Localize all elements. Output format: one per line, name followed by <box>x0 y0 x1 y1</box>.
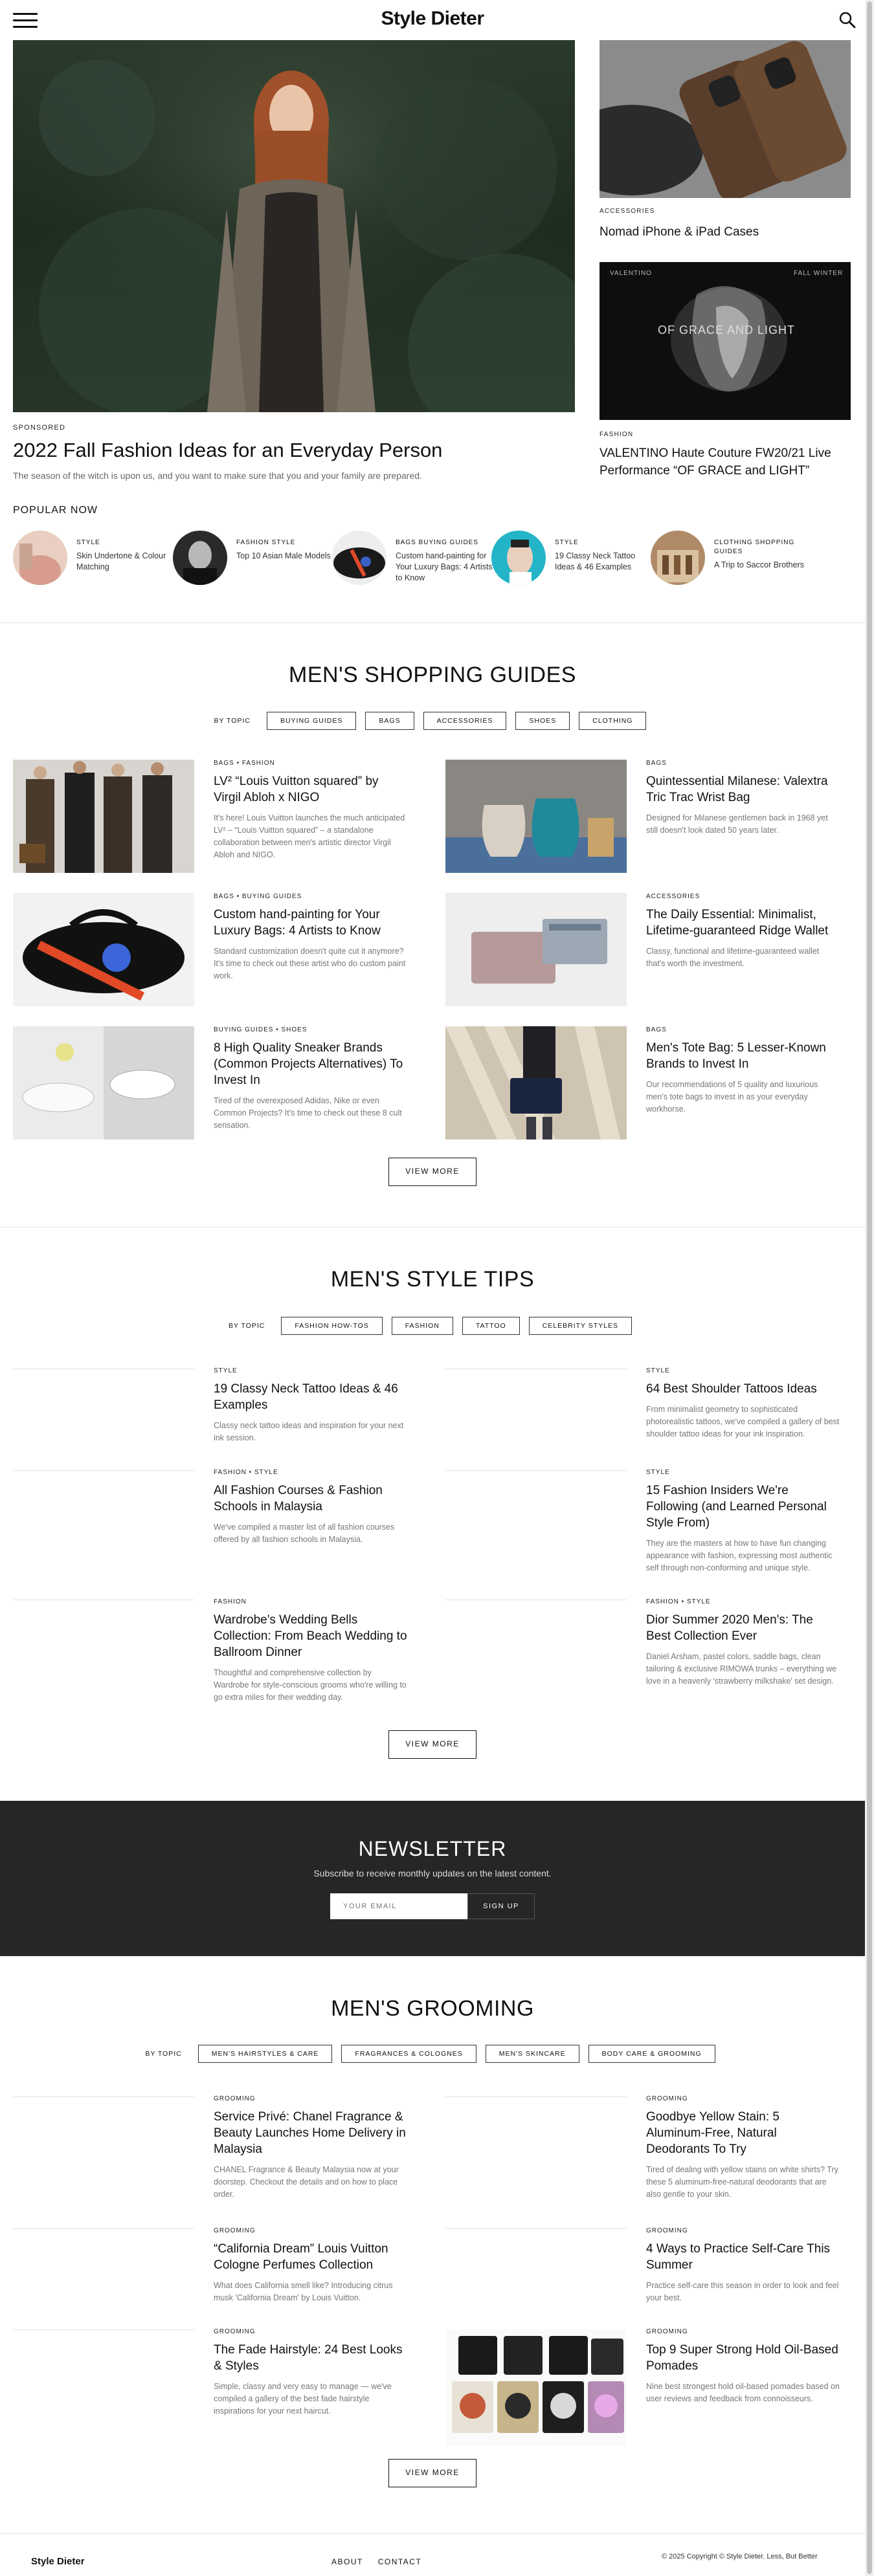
footer-copyright: © 2025 Copyright © Style Dieter. Less, But Better <box>662 2553 818 2560</box>
topic-chip-fashion[interactable]: FASHION <box>392 1317 453 1335</box>
article-title[interactable]: Service Privé: Chanel Fragrance & Beauty Launches Home Delivery in Malaysia <box>214 2110 406 2156</box>
shopping-topic-filter <box>0 712 865 730</box>
article-card[interactable] <box>214 2227 408 2304</box>
valentino-image-text-2: FALL WINTER <box>794 270 844 277</box>
popular-item-title[interactable]: 19 Classy Neck Tattoo Ideas & 46 Examples <box>555 551 636 571</box>
hero-label: SPONSORED <box>13 424 66 432</box>
by-topic-label: BY TOPIC <box>214 717 251 725</box>
popular-item-title[interactable]: Custom hand-painting for Your Luxury Bags: 4 Artists to Know <box>396 551 493 582</box>
article-card[interactable] <box>646 2227 840 2304</box>
article-description: What does California smell like? Introducing citrus musk 'California Dream' by Louis Vuitton. <box>214 2281 393 2302</box>
scrollbar-thumb[interactable] <box>867 1 872 2574</box>
article-category: GROOMING <box>646 2328 688 2335</box>
popular-item-thumbnail[interactable] <box>13 531 67 585</box>
popular-item-thumbnail[interactable] <box>491 531 546 585</box>
topic-chip-fragrances[interactable]: FRAGRANCES & COLOGNES <box>341 2045 476 2063</box>
site-logo[interactable]: Style Dieter <box>381 8 484 29</box>
article-category: BAGS • FASHION <box>214 760 275 767</box>
by-topic-label: BY TOPIC <box>145 2050 182 2058</box>
article-card[interactable] <box>646 760 840 837</box>
footer-link-about[interactable]: ABOUT <box>331 2557 363 2566</box>
grooming-view-more-button[interactable]: VIEW MORE <box>388 2459 476 2487</box>
hero-title[interactable]: 2022 Fall Fashion Ideas for an Everyday Person <box>13 439 443 461</box>
article-description: Classy neck tattoo ideas and inspiration for your next ink session. <box>214 1421 404 1442</box>
shopping-view-more-button[interactable]: VIEW MORE <box>388 1158 476 1186</box>
footer-link-contact[interactable]: CONTACT <box>377 2557 422 2566</box>
image-placeholder-rule <box>445 1470 627 1471</box>
article-description: Daniel Arsham, pastel colors, saddle bags, clean tailoring & exclusive RIMOWA trunks – everything we love in a heavenly 'strawberry milkshake' set design. <box>646 1652 837 1686</box>
article-card[interactable] <box>646 2095 840 2201</box>
popular-item[interactable] <box>173 531 331 595</box>
article-title[interactable]: 64 Best Shoulder Tattoos Ideas <box>646 1382 817 1396</box>
search-icon[interactable] <box>838 10 857 30</box>
article-title[interactable]: LV² “Louis Vuitton squared” by Virgil Abloh x NIGO <box>214 775 379 804</box>
article-title[interactable]: 4 Ways to Practice Self-Care This Summer <box>646 2242 831 2272</box>
hero-description: The season of the witch is upon us, and you want to make sure that you and your family are prepared. <box>13 470 422 481</box>
by-topic-label: BY TOPIC <box>228 1322 265 1330</box>
footer-links <box>331 2557 433 2566</box>
topic-chip-skincare[interactable]: MEN'S SKINCARE <box>486 2045 579 2063</box>
topic-chip-shoes[interactable]: SHOES <box>515 712 570 730</box>
article-image-sneakers[interactable] <box>13 1026 194 1139</box>
style-view-more-button[interactable]: VIEW MORE <box>388 1730 476 1759</box>
popular-item-title[interactable]: Skin Undertone & Colour Matching <box>76 551 166 571</box>
side-article-title-nomad[interactable]: Nomad iPhone & iPad Cases <box>599 225 759 239</box>
article-category: STYLE <box>646 1469 670 1476</box>
topic-chip-bags[interactable]: BAGS <box>365 712 414 730</box>
style-tips-title: MEN'S STYLE TIPS <box>330 1267 535 1292</box>
article-card[interactable] <box>214 893 408 982</box>
article-image-pomades[interactable] <box>445 2329 627 2446</box>
popular-item[interactable] <box>13 531 168 595</box>
article-category: BAGS • BUYING GUIDES <box>214 893 302 900</box>
popular-item-category: STYLE <box>555 539 579 546</box>
article-title[interactable]: The Fade Hairstyle: 24 Best Looks & Styles <box>214 2343 403 2373</box>
article-card[interactable] <box>646 1367 840 1440</box>
popular-item-title[interactable]: A Trip to Saccor Brothers <box>714 560 804 569</box>
article-title[interactable]: Wardrobe's Wedding Bells Collection: From Beach Wedding to Ballroom Dinner <box>214 1613 407 1659</box>
article-title[interactable]: 19 Classy Neck Tattoo Ideas & 46 Examples <box>214 1382 398 1412</box>
topic-chip-buying-guides[interactable]: BUYING GUIDES <box>267 712 356 730</box>
side-article-image-valentino[interactable] <box>599 262 851 420</box>
article-card[interactable] <box>214 1469 408 1546</box>
hero-image[interactable] <box>13 40 575 412</box>
newsletter-title: NEWSLETTER <box>358 1837 507 1860</box>
article-category: GROOMING <box>646 2227 688 2234</box>
article-card[interactable] <box>214 2095 408 2201</box>
article-image-lv2[interactable] <box>13 760 194 873</box>
topic-chip-hairstyles[interactable]: MEN'S HAIRSTYLES & CARE <box>198 2045 333 2063</box>
popular-item[interactable] <box>651 531 806 595</box>
popular-item[interactable] <box>332 531 493 595</box>
article-category: GROOMING <box>646 2095 688 2102</box>
article-category: BAGS <box>646 760 667 767</box>
popular-item-thumbnail[interactable] <box>332 531 387 585</box>
article-category: FASHION • STYLE <box>646 1598 711 1605</box>
article-description: Practice self-care this season in order to look and feel your best. <box>646 2281 839 2302</box>
article-title[interactable]: 8 High Quality Sneaker Brands (Common Projects Alternatives) To Invest In <box>214 1041 403 1087</box>
side-article-image-nomad[interactable] <box>599 40 851 198</box>
popular-item-category: BAGS BUYING GUIDES <box>396 539 479 546</box>
footer-divider <box>0 2533 865 2534</box>
article-category: GROOMING <box>214 2095 256 2102</box>
article-category: BAGS <box>646 1026 667 1033</box>
article-image-tote-bag[interactable] <box>445 1026 627 1139</box>
popular-item-thumbnail[interactable] <box>651 531 705 585</box>
article-description: Our recommendations of 5 quality and luxurious men's tote bags to invest in as your everyday workhorse. <box>646 1080 818 1114</box>
article-category: BUYING GUIDES • SHOES <box>214 1026 308 1033</box>
footer-logo[interactable]: Style Dieter <box>31 2556 85 2567</box>
topic-chip-accessories[interactable]: ACCESSORIES <box>423 712 507 730</box>
article-card[interactable] <box>214 1598 408 1704</box>
article-category: GROOMING <box>214 2227 256 2234</box>
valentino-image-text-3: OF GRACE AND LIGHT <box>657 324 796 336</box>
article-card[interactable] <box>646 893 840 970</box>
article-title[interactable]: The Daily Essential: Minimalist, Lifetime-guaranteed Ridge Wallet <box>646 908 829 938</box>
newsletter-email-input[interactable] <box>330 1893 467 1919</box>
article-image-valextra[interactable] <box>445 760 627 873</box>
article-description: We've compiled a master list of all fashion courses offered by all fashion schools in Malaysia. <box>214 1523 395 1544</box>
article-description: Standard customization doesn't quite cut it anymore? It's time to check out these artist who do custom paint work. <box>214 947 406 980</box>
article-title[interactable]: “California Dream” Louis Vuitton Cologne Perfumes Collection <box>214 2242 388 2272</box>
topic-chip-celebrity-styles[interactable]: CELEBRITY STYLES <box>529 1317 632 1335</box>
article-description: Thoughtful and comprehensive collection by Wardrobe for style-conscious grooms who're willing to go extra miles for their wedding day. <box>214 1668 407 1702</box>
article-description: It's here! Louis Vuitton launches the much anticipated LV² – “Louis Vuitton squared” – a standalone collaboration between men's artistic director Virgil Abloh and NIGO. <box>214 813 405 859</box>
section-divider <box>0 622 865 623</box>
topic-chip-fashion-how-tos[interactable]: FASHION HOW-TOS <box>281 1317 382 1335</box>
article-title[interactable]: Custom hand-painting for Your Luxury Bags: 4 Artists to Know <box>214 908 381 938</box>
newsletter-section <box>0 1801 865 1956</box>
article-title[interactable]: Goodbye Yellow Stain: 5 Aluminum-Free, Natural Deodorants To Try <box>646 2110 779 2156</box>
article-category: STYLE <box>646 1367 670 1374</box>
article-description: Simple, classy and very easy to manage — we've compiled a gallery of the best fade hairstyle inspirations for your next haircut. <box>214 2382 392 2416</box>
popular-now-heading: POPULAR NOW <box>13 505 98 516</box>
article-image-custom-painting[interactable] <box>13 893 194 1006</box>
popular-item-category: STYLE <box>76 539 100 546</box>
popular-item-category: FASHION STYLE <box>236 539 296 546</box>
side-article-label-nomad: ACCESSORIES <box>599 208 655 215</box>
article-image-ridge-wallet[interactable] <box>445 893 627 1006</box>
article-card[interactable] <box>214 2328 408 2417</box>
popular-item[interactable] <box>491 531 647 595</box>
article-card[interactable] <box>646 1026 840 1116</box>
article-title[interactable]: Men's Tote Bag: 5 Lesser-Known Brands to Invest In <box>646 1041 826 1071</box>
popular-item-title[interactable]: Top 10 Asian Male Models <box>236 551 331 560</box>
valentino-image-text-1: VALENTINO <box>610 270 652 277</box>
article-description: CHANEL Fragrance & Beauty Malaysia now at your doorstep. Checkout the details and on how to place order. <box>214 2165 399 2199</box>
article-description: Nine best strongest hold oil-based pomades based on user reviews and feedback from connoisseurs. <box>646 2382 840 2403</box>
grooming-topic-filter <box>0 2045 865 2063</box>
grooming-title: MEN'S GROOMING <box>331 1996 534 2021</box>
article-title[interactable]: Top 9 Super Strong Hold Oil-Based Pomades <box>646 2343 838 2373</box>
topic-chip-body-care[interactable]: BODY CARE & GROOMING <box>588 2045 715 2063</box>
article-category: FASHION • STYLE <box>214 1469 278 1476</box>
newsletter-signup-button[interactable]: SIGN UP <box>467 1893 535 1919</box>
article-category: GROOMING <box>214 2328 256 2335</box>
article-card[interactable] <box>646 1469 840 1574</box>
shopping-guides-title: MEN'S SHOPPING GUIDES <box>289 663 576 687</box>
topic-chip-tattoo[interactable]: TATTOO <box>462 1317 520 1335</box>
article-description: Tired of the overexposed Adidas, Nike or even Common Projects? It's time to check out these 8 cult sensation. <box>214 1096 402 1130</box>
article-description: Designed for Milanese gentlemen back in 1968 yet still doesn't look dated 50 years later. <box>646 813 828 835</box>
article-title[interactable]: All Fashion Courses & Fashion Schools in Malaysia <box>214 1484 383 1514</box>
article-title[interactable]: 15 Fashion Insiders We're Following (and Learned Personal Style From) <box>646 1484 827 1530</box>
article-category: FASHION <box>214 1598 247 1605</box>
article-card[interactable] <box>646 1598 840 1688</box>
style-topic-filter <box>0 1317 865 1335</box>
topic-chip-clothing[interactable]: CLOTHING <box>579 712 646 730</box>
popular-item-thumbnail[interactable] <box>173 531 227 585</box>
side-article-title-valentino[interactable]: VALENTINO Haute Couture FW20/21 Live Performance “OF GRACE and LIGHT” <box>599 446 831 478</box>
article-description: From minimalist geometry to sophisticated photorealistic tattoos, we've compiled a gallery of best shoulder tattoo ideas for your ink inspiration. <box>646 1405 840 1438</box>
popular-item-category: CLOTHING SHOPPING GUIDES <box>714 539 795 555</box>
article-card[interactable] <box>214 1367 408 1444</box>
image-placeholder-rule <box>13 1470 194 1471</box>
site-header <box>0 0 874 40</box>
article-category: ACCESSORIES <box>646 893 700 900</box>
side-article-label-valentino: FASHION <box>599 431 634 438</box>
article-description: Tired of dealing with yellow stains on white shirts? Try these 5 aluminum-free-natural deodorants that are also gentle to your skin. <box>646 2165 838 2199</box>
article-title[interactable]: Dior Summer 2020 Men's: The Best Collection Ever <box>646 1613 813 1643</box>
article-description: Classy, functional and lifetime-guaranteed wallet that's worth the investment. <box>646 947 820 968</box>
image-placeholder-rule <box>13 2329 194 2330</box>
article-card[interactable] <box>646 2328 840 2405</box>
article-card[interactable] <box>214 760 408 861</box>
article-category: STYLE <box>214 1367 238 1374</box>
newsletter-subtitle: Subscribe to receive monthly updates on the latest content. <box>313 1868 552 1878</box>
article-card[interactable] <box>214 1026 408 1132</box>
article-title[interactable]: Quintessential Milanese: Valextra Tric Trac Wrist Bag <box>646 775 828 804</box>
article-description: They are the masters at how to have fun changing appearance with fashion, expressing most authentic self through non-conforming and unique style. <box>646 1539 833 1572</box>
